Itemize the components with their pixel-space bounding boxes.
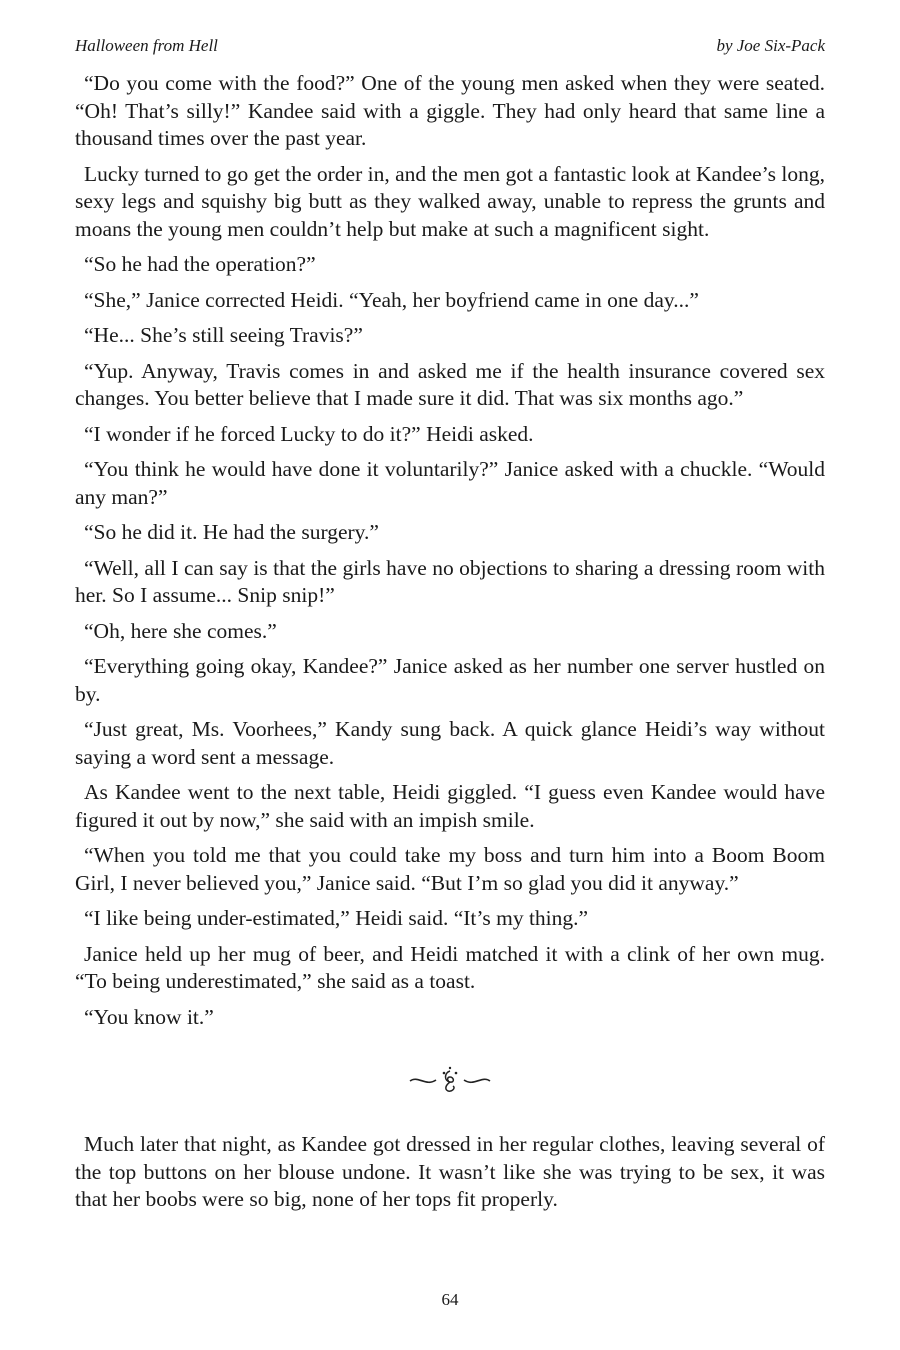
- paragraph: “I wonder if he forced Lucky to do it?” Heidi asked.: [84, 421, 534, 446]
- paragraph: “Just great, Ms. Voorhees,” Kandy sung back. A quick glance Heidi’s way without saying a word sent a message.: [75, 717, 825, 769]
- paragraph: “You know it.”: [84, 1004, 214, 1029]
- page-number: 64: [441, 1290, 459, 1309]
- page-body: [75, 70, 825, 1222]
- paragraph: “He... She’s still seeing Travis?”: [84, 323, 363, 347]
- running-header: [75, 36, 825, 58]
- paragraph: “Well, all I can say is that the girls have no objections to sharing a dressing room with her. So I assume... Snip snip!”: [75, 555, 825, 607]
- paragraph: “Everything going okay, Kandee?” Janice asked as her number one server hustled on by.: [75, 654, 825, 706]
- paragraph: As Kandee went to the next table, Heidi giggled. “I guess even Kandee would have figured it out by now,” she said with an impish smile.: [75, 780, 825, 832]
- scroll-flourish-icon: [408, 1065, 492, 1093]
- paragraph: “You think he would have done it voluntarily?” Janice asked with a chuckle. “Would any man?”: [75, 457, 825, 509]
- paragraph: Lucky turned to go get the order in, and the men got a fantastic look at Kandee’s long, sexy legs and squishy big butt as they walked away, unable to repress the grunts and moans the young men couldn’t help but make at such a magnificent sight.: [75, 161, 825, 241]
- paragraph: Janice held up her mug of beer, and Heidi matched it with a clink of her own mug. “To being underestimated,” she said as a toast.: [75, 941, 825, 993]
- paragraph: “She,” Janice corrected Heidi. “Yeah, her boyfriend came in one day...”: [84, 287, 699, 312]
- paragraph: Much later that night, as Kandee got dressed in her regular clothes, leaving several of the top buttons on her blouse undone. It wasn’t like she was trying to be sex, it was that her boobs were so big, none of her tops fit properly.: [75, 1132, 825, 1211]
- paragraph: “When you told me that you could take my boss and turn him into a Boom Boom Girl, I never believed you,” Janice said. “But I’m so glad you did it anyway.”: [75, 843, 825, 895]
- paragraph: “Oh, here she comes.”: [84, 618, 277, 643]
- paragraph: “So he had the operation?”: [84, 252, 316, 276]
- book-title: Halloween from Hell: [75, 36, 218, 55]
- paragraph: “Yup. Anyway, Travis comes in and asked me if the health insurance covered sex changes. You better believe that I made sure it did. That was six months ago.”: [75, 358, 825, 410]
- paragraph: “So he did it. He had the surgery.”: [84, 520, 379, 544]
- scene-break-ornament: [75, 1065, 825, 1095]
- author-name: by Joe Six-Pack: [716, 36, 825, 55]
- paragraph: “Do you come with the food?” One of the young men asked when they were seated. “Oh! That’s silly!” Kandee said with a giggle. They had only heard that same line a thousand times over the past year.: [75, 71, 825, 150]
- paragraph: “I like being under-estimated,” Heidi said. “It’s my thing.”: [84, 906, 589, 930]
